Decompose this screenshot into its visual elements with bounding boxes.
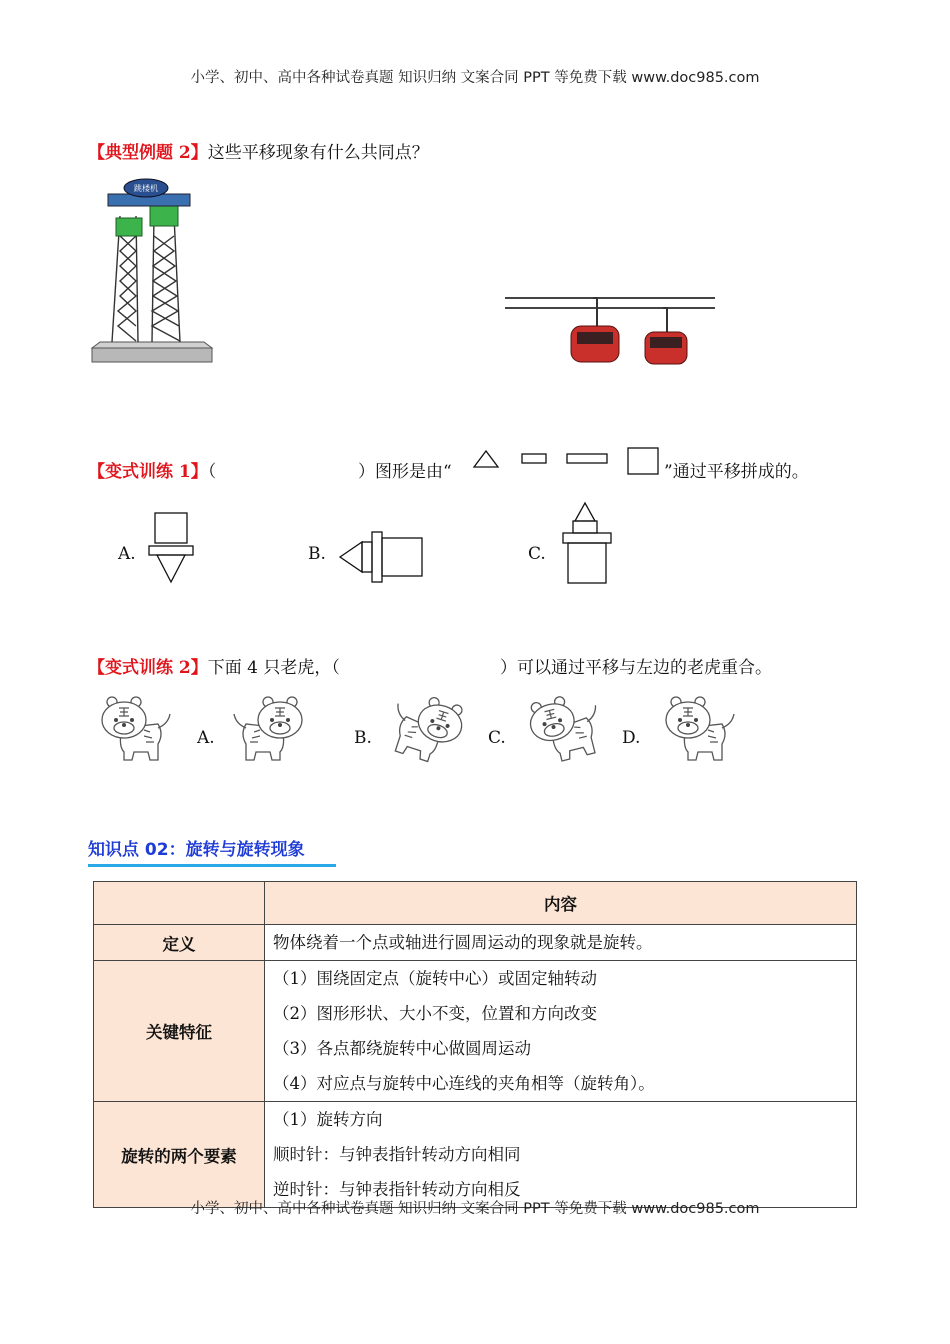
tiger-option-c-label[interactable]: C. xyxy=(488,728,506,748)
example-2-question: 这些平移现象有什么共同点？ xyxy=(207,143,429,163)
row-key: 关键特征 xyxy=(94,961,265,1102)
cable-car-image xyxy=(505,290,717,372)
row-line: （1）旋转方向 xyxy=(273,1110,383,1129)
tiger-option-b-label[interactable]: B. xyxy=(354,728,372,748)
row-value xyxy=(265,961,857,1102)
variant-1-suffix: ”通过平移拼成的。 xyxy=(664,462,809,482)
tiger-option-a-label[interactable]: A. xyxy=(197,728,215,748)
row-line: 物体绕着一个点或轴进行圆周运动的现象就是旋转。 xyxy=(273,933,653,952)
knowledge-point-title: 知识点 02：旋转与旋转现象 xyxy=(88,840,305,860)
tiger-option-a[interactable] xyxy=(230,694,312,766)
table-header-blank xyxy=(94,882,265,925)
row-key: 旋转的两个要素 xyxy=(94,1102,265,1208)
option-c-figure[interactable] xyxy=(560,500,616,586)
square-piece xyxy=(628,448,658,474)
long-rectangle-piece xyxy=(567,454,607,463)
shape-pieces xyxy=(472,447,662,477)
variant-1-line xyxy=(88,457,216,482)
drop-tower-sign: 跳楼机 xyxy=(134,184,158,193)
row-line: 顺时针：与钟表指针转动方向相同 xyxy=(273,1145,521,1164)
row-line: （2）图形形状、大小不变，位置和方向改变 xyxy=(273,1004,597,1023)
table-row xyxy=(94,961,857,1102)
variant-2-prefix: 下面 4 只老虎，（ xyxy=(207,658,340,678)
row-value xyxy=(265,1102,857,1208)
row-line: 逆时针：与钟表指针转动方向相反 xyxy=(273,1180,521,1199)
row-line: （4）对应点与旋转中心连线的夹角相等（旋转角）。 xyxy=(273,1074,655,1093)
table-header-content: 内容 xyxy=(265,882,857,925)
page-header: 小学、初中、高中各种试卷真题 知识归纳 文案合同 PPT 等免费下载 www.doc985.com xyxy=(190,70,760,86)
row-line: （3）各点都绕旋转中心做圆周运动 xyxy=(273,1039,531,1058)
variant-1-prefix: （ xyxy=(207,462,217,482)
knowledge-table xyxy=(93,881,857,1208)
triangle-piece xyxy=(474,451,498,467)
row-key: 定义 xyxy=(94,925,265,961)
tiger-option-d[interactable] xyxy=(656,694,738,766)
tiger-option-c[interactable] xyxy=(518,690,606,766)
variant-2-suffix: ）可以通过平移与左边的老虎重合。 xyxy=(500,658,772,678)
small-rectangle-piece xyxy=(522,454,546,463)
variant-2-line xyxy=(88,653,340,678)
variant-1-middle: ）图形是由“ xyxy=(358,462,452,482)
table-header-row xyxy=(94,882,857,925)
row-value xyxy=(265,925,857,961)
title-underline xyxy=(88,864,336,867)
option-c-label[interactable]: C. xyxy=(528,544,546,564)
example-2-line xyxy=(88,138,429,163)
tiger-option-b[interactable] xyxy=(386,690,470,766)
tiger-option-d-label[interactable]: D. xyxy=(622,728,641,748)
option-a-label[interactable]: A. xyxy=(118,544,136,564)
variant-1-tag: 【变式训练 1】 xyxy=(88,462,208,482)
option-b-label[interactable]: B. xyxy=(308,544,326,564)
example-2-tag: 【典型例题 2】 xyxy=(88,143,208,163)
page-footer: 小学、初中、高中各种试卷真题 知识归纳 文案合同 PPT 等免费下载 www.doc985.com xyxy=(190,1201,760,1217)
variant-2-tag: 【变式训练 2】 xyxy=(88,658,208,678)
table-row xyxy=(94,1102,857,1208)
row-line: （1）围绕固定点（旋转中心）或固定轴转动 xyxy=(273,969,597,988)
table-row xyxy=(94,925,857,961)
reference-tiger xyxy=(92,694,174,766)
option-a-figure[interactable] xyxy=(146,510,198,586)
drop-tower-image xyxy=(90,176,216,368)
option-b-figure[interactable] xyxy=(338,528,428,586)
